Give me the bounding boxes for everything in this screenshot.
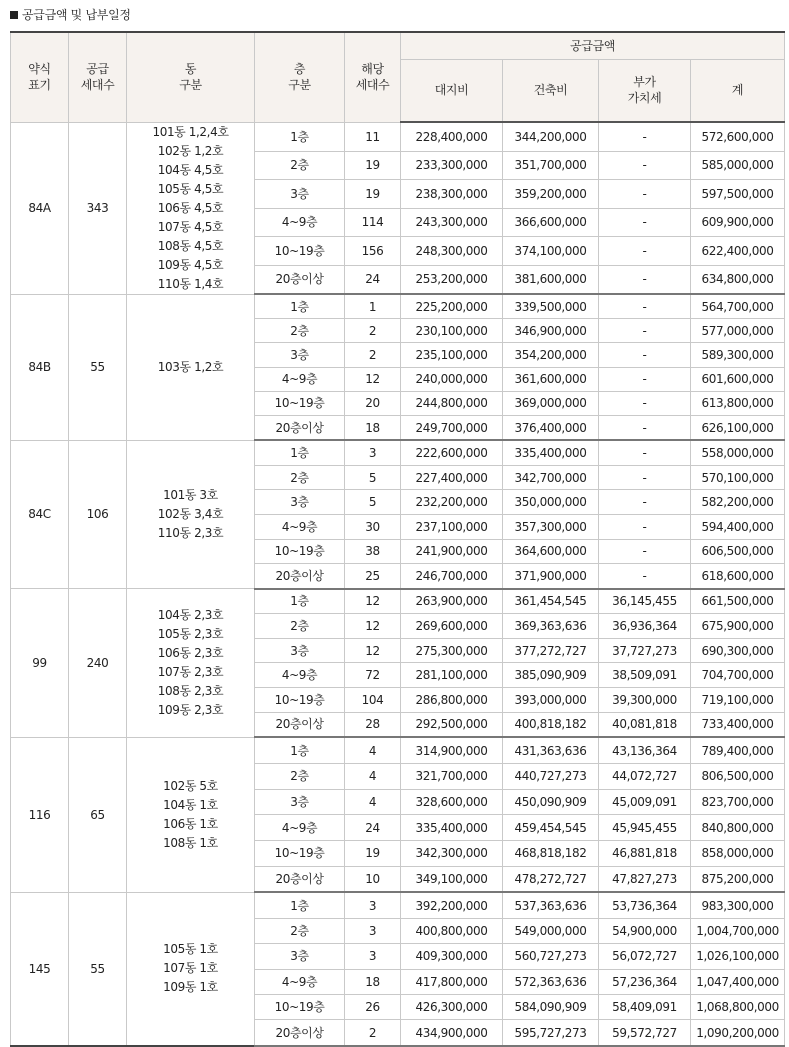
- type-cell: 84B: [11, 294, 69, 440]
- table-row: [11, 737, 785, 763]
- construction-cell: 371,900,000: [503, 564, 599, 589]
- building-line: 105동 1호: [163, 942, 218, 957]
- total-cell: 1,090,200,000: [691, 1020, 785, 1046]
- units-cell: 114: [345, 208, 401, 237]
- construction-cell: 376,400,000: [503, 415, 599, 440]
- total-cell: 1,004,700,000: [691, 918, 785, 943]
- vat-cell: 43,136,364: [599, 737, 691, 763]
- total-cell: 1,026,100,000: [691, 944, 785, 969]
- floor-cell: 1층: [255, 440, 345, 465]
- building-line: 104동 1호: [163, 797, 218, 812]
- units-cell: 11: [345, 122, 401, 151]
- supply-price-table: [10, 31, 785, 1047]
- units-cell: 72: [345, 663, 401, 688]
- vat-cell: -: [599, 180, 691, 209]
- vat-cell: -: [599, 539, 691, 564]
- floor-cell: 1층: [255, 892, 345, 918]
- land-cell: 225,200,000: [401, 294, 503, 319]
- floor-cell: 10~19층: [255, 391, 345, 415]
- header-units: 해당 세대수: [345, 32, 401, 122]
- building-line: 107동 2,3호: [157, 664, 224, 679]
- construction-cell: 595,727,273: [503, 1020, 599, 1046]
- building-line: 102동 1,2호: [157, 143, 224, 158]
- units-cell: 156: [345, 237, 401, 266]
- total-cell: 690,300,000: [691, 638, 785, 663]
- land-cell: 275,300,000: [401, 638, 503, 663]
- header-land: 대지비: [401, 59, 503, 122]
- vat-cell: -: [599, 564, 691, 589]
- floor-cell: 4~9층: [255, 815, 345, 841]
- land-cell: 237,100,000: [401, 514, 503, 539]
- vat-cell: -: [599, 440, 691, 465]
- building-line: 109동 2,3호: [157, 702, 224, 717]
- land-cell: 248,300,000: [401, 237, 503, 266]
- units-cell: 19: [345, 180, 401, 209]
- floor-cell: 20층이상: [255, 265, 345, 294]
- total-cell: 594,400,000: [691, 514, 785, 539]
- total-cell: 733,400,000: [691, 712, 785, 737]
- units-cell: 3: [345, 440, 401, 465]
- floor-cell: 3층: [255, 789, 345, 815]
- total-cell: 618,600,000: [691, 564, 785, 589]
- total-cell: 704,700,000: [691, 663, 785, 688]
- building-line: 101동 3호: [163, 487, 218, 502]
- construction-cell: 584,090,909: [503, 994, 599, 1019]
- units-cell: 2: [345, 1020, 401, 1046]
- total-cell: 589,300,000: [691, 343, 785, 367]
- land-cell: 227,400,000: [401, 465, 503, 490]
- building-line: 109동 1호: [163, 980, 218, 995]
- construction-cell: 560,727,273: [503, 944, 599, 969]
- construction-cell: 369,363,636: [503, 614, 599, 639]
- units-cell: 12: [345, 367, 401, 391]
- construction-cell: 364,600,000: [503, 539, 599, 564]
- units-cell: 12: [345, 638, 401, 663]
- land-cell: 314,900,000: [401, 737, 503, 763]
- units-cell: 30: [345, 514, 401, 539]
- vat-cell: 45,945,455: [599, 815, 691, 841]
- land-cell: 243,300,000: [401, 208, 503, 237]
- land-cell: 249,700,000: [401, 415, 503, 440]
- floor-cell: 1층: [255, 589, 345, 614]
- floor-cell: 4~9층: [255, 514, 345, 539]
- vat-cell: -: [599, 490, 691, 515]
- units-cell: 12: [345, 614, 401, 639]
- floor-cell: 1층: [255, 122, 345, 151]
- construction-cell: 385,090,909: [503, 663, 599, 688]
- total-cell: 558,000,000: [691, 440, 785, 465]
- building-line: 108동 4,5호: [157, 238, 224, 253]
- vat-cell: -: [599, 319, 691, 343]
- units-cell: 1: [345, 294, 401, 319]
- units-cell: 18: [345, 415, 401, 440]
- building-line: 107동 4,5호: [157, 219, 224, 234]
- land-cell: 335,400,000: [401, 815, 503, 841]
- supply-units-cell: 55: [69, 892, 127, 1045]
- units-cell: 104: [345, 688, 401, 713]
- construction-cell: 342,700,000: [503, 465, 599, 490]
- table-row: [11, 294, 785, 319]
- land-cell: 342,300,000: [401, 841, 503, 867]
- units-cell: 12: [345, 589, 401, 614]
- units-cell: 3: [345, 918, 401, 943]
- vat-cell: 45,009,091: [599, 789, 691, 815]
- type-cell: 116: [11, 737, 69, 892]
- construction-cell: 366,600,000: [503, 208, 599, 237]
- building-cell: [127, 294, 255, 440]
- construction-cell: 361,600,000: [503, 367, 599, 391]
- floor-cell: 10~19층: [255, 994, 345, 1019]
- table-row: [11, 892, 785, 918]
- construction-cell: 381,600,000: [503, 265, 599, 294]
- total-cell: 582,200,000: [691, 490, 785, 515]
- total-cell: 983,300,000: [691, 892, 785, 918]
- total-cell: 626,100,000: [691, 415, 785, 440]
- units-cell: 4: [345, 763, 401, 789]
- floor-cell: 10~19층: [255, 841, 345, 867]
- land-cell: 417,800,000: [401, 969, 503, 994]
- vat-cell: -: [599, 415, 691, 440]
- vat-cell: 54,900,000: [599, 918, 691, 943]
- vat-cell: 56,072,727: [599, 944, 691, 969]
- total-cell: 609,900,000: [691, 208, 785, 237]
- building-line: 105동 4,5호: [157, 181, 224, 196]
- building-cell: [127, 122, 255, 294]
- total-cell: 585,000,000: [691, 151, 785, 180]
- building-line: 101동 1,2,4호: [152, 124, 229, 139]
- building-line: 102동 5호: [163, 778, 218, 793]
- floor-cell: 2층: [255, 614, 345, 639]
- building-line: 108동 2,3호: [157, 683, 224, 698]
- total-cell: 789,400,000: [691, 737, 785, 763]
- units-cell: 4: [345, 737, 401, 763]
- vat-cell: -: [599, 237, 691, 266]
- floor-cell: 3층: [255, 638, 345, 663]
- units-cell: 20: [345, 391, 401, 415]
- building-cell: [127, 892, 255, 1045]
- construction-cell: 377,272,727: [503, 638, 599, 663]
- units-cell: 2: [345, 319, 401, 343]
- vat-cell: 57,236,364: [599, 969, 691, 994]
- units-cell: 3: [345, 892, 401, 918]
- land-cell: 281,100,000: [401, 663, 503, 688]
- units-cell: 18: [345, 969, 401, 994]
- vat-cell: 36,936,364: [599, 614, 691, 639]
- land-cell: 253,200,000: [401, 265, 503, 294]
- supply-units-cell: 343: [69, 122, 127, 294]
- vat-cell: 53,736,364: [599, 892, 691, 918]
- construction-cell: 431,363,636: [503, 737, 599, 763]
- construction-cell: 344,200,000: [503, 122, 599, 151]
- construction-cell: 359,200,000: [503, 180, 599, 209]
- land-cell: 246,700,000: [401, 564, 503, 589]
- construction-cell: 357,300,000: [503, 514, 599, 539]
- construction-cell: 459,454,545: [503, 815, 599, 841]
- building-line: 104동 2,3호: [157, 607, 224, 622]
- units-cell: 5: [345, 490, 401, 515]
- table-header: [11, 32, 785, 122]
- total-cell: 661,500,000: [691, 589, 785, 614]
- land-cell: 269,600,000: [401, 614, 503, 639]
- floor-cell: 10~19층: [255, 237, 345, 266]
- land-cell: 292,500,000: [401, 712, 503, 737]
- units-cell: 3: [345, 944, 401, 969]
- vat-cell: -: [599, 151, 691, 180]
- total-cell: 875,200,000: [691, 866, 785, 892]
- land-cell: 241,900,000: [401, 539, 503, 564]
- total-cell: 577,000,000: [691, 319, 785, 343]
- units-cell: 2: [345, 343, 401, 367]
- construction-cell: 369,000,000: [503, 391, 599, 415]
- floor-cell: 2층: [255, 763, 345, 789]
- land-cell: 235,100,000: [401, 343, 503, 367]
- construction-cell: 339,500,000: [503, 294, 599, 319]
- building-cell: [127, 440, 255, 589]
- construction-cell: 335,400,000: [503, 440, 599, 465]
- total-cell: 601,600,000: [691, 367, 785, 391]
- construction-cell: 537,363,636: [503, 892, 599, 918]
- vat-cell: -: [599, 391, 691, 415]
- land-cell: 238,300,000: [401, 180, 503, 209]
- section-title-text: 공급금액 및 납부일정: [22, 8, 131, 22]
- construction-cell: 354,200,000: [503, 343, 599, 367]
- units-cell: 19: [345, 841, 401, 867]
- vat-cell: -: [599, 465, 691, 490]
- header-building: 동 구분: [127, 32, 255, 122]
- floor-cell: 3층: [255, 944, 345, 969]
- vat-cell: 59,572,727: [599, 1020, 691, 1046]
- construction-cell: 350,000,000: [503, 490, 599, 515]
- construction-cell: 549,000,000: [503, 918, 599, 943]
- construction-cell: 572,363,636: [503, 969, 599, 994]
- total-cell: 806,500,000: [691, 763, 785, 789]
- building-line: 110동 1,4호: [157, 276, 224, 291]
- vat-cell: -: [599, 265, 691, 294]
- building-line: 106동 2,3호: [157, 645, 224, 660]
- land-cell: 240,000,000: [401, 367, 503, 391]
- construction-cell: 374,100,000: [503, 237, 599, 266]
- total-cell: 613,800,000: [691, 391, 785, 415]
- supply-units-cell: 65: [69, 737, 127, 892]
- land-cell: 400,800,000: [401, 918, 503, 943]
- building-cell: [127, 737, 255, 892]
- units-cell: 38: [345, 539, 401, 564]
- header-vat: 부가 가치세: [599, 59, 691, 122]
- construction-cell: 468,818,182: [503, 841, 599, 867]
- vat-cell: 40,081,818: [599, 712, 691, 737]
- construction-cell: 346,900,000: [503, 319, 599, 343]
- vat-cell: -: [599, 294, 691, 319]
- floor-cell: 1층: [255, 737, 345, 763]
- floor-cell: 20층이상: [255, 415, 345, 440]
- floor-cell: 10~19층: [255, 539, 345, 564]
- building-line: 102동 3,4호: [157, 506, 224, 521]
- units-cell: 26: [345, 994, 401, 1019]
- land-cell: 409,300,000: [401, 944, 503, 969]
- construction-cell: 351,700,000: [503, 151, 599, 180]
- floor-cell: 2층: [255, 319, 345, 343]
- total-cell: 840,800,000: [691, 815, 785, 841]
- type-cell: 84A: [11, 122, 69, 294]
- building-line: 107동 1호: [163, 961, 218, 976]
- supply-units-cell: 106: [69, 440, 127, 589]
- floor-cell: 4~9층: [255, 663, 345, 688]
- total-cell: 634,800,000: [691, 265, 785, 294]
- units-cell: 10: [345, 866, 401, 892]
- total-cell: 675,900,000: [691, 614, 785, 639]
- land-cell: 321,700,000: [401, 763, 503, 789]
- total-cell: 622,400,000: [691, 237, 785, 266]
- construction-cell: 361,454,545: [503, 589, 599, 614]
- floor-cell: 4~9층: [255, 208, 345, 237]
- vat-cell: 38,509,091: [599, 663, 691, 688]
- building-line: 105동 2,3호: [157, 626, 224, 641]
- floor-cell: 20층이상: [255, 712, 345, 737]
- units-cell: 28: [345, 712, 401, 737]
- total-cell: 1,047,400,000: [691, 969, 785, 994]
- vat-cell: 58,409,091: [599, 994, 691, 1019]
- header-construction: 건축비: [503, 59, 599, 122]
- construction-cell: 393,000,000: [503, 688, 599, 713]
- table-body: [11, 122, 785, 1046]
- building-line: 103동 1,2호: [157, 359, 224, 374]
- building-line: 109동 4,5호: [157, 257, 224, 272]
- floor-cell: 3층: [255, 180, 345, 209]
- total-cell: 858,000,000: [691, 841, 785, 867]
- land-cell: 233,300,000: [401, 151, 503, 180]
- land-cell: 263,900,000: [401, 589, 503, 614]
- building-line: 110동 2,3호: [157, 525, 224, 540]
- vat-cell: 36,145,455: [599, 589, 691, 614]
- floor-cell: 4~9층: [255, 367, 345, 391]
- land-cell: 426,300,000: [401, 994, 503, 1019]
- land-cell: 434,900,000: [401, 1020, 503, 1046]
- vat-cell: -: [599, 367, 691, 391]
- floor-cell: 4~9층: [255, 969, 345, 994]
- vat-cell: 39,300,000: [599, 688, 691, 713]
- land-cell: 392,200,000: [401, 892, 503, 918]
- units-cell: 5: [345, 465, 401, 490]
- total-cell: 606,500,000: [691, 539, 785, 564]
- land-cell: 222,600,000: [401, 440, 503, 465]
- building-line: 104동 4,5호: [157, 162, 224, 177]
- floor-cell: 1층: [255, 294, 345, 319]
- vat-cell: -: [599, 208, 691, 237]
- table-row: [11, 122, 785, 151]
- type-cell: 84C: [11, 440, 69, 589]
- floor-cell: 10~19층: [255, 688, 345, 713]
- header-floor: 층 구분: [255, 32, 345, 122]
- floor-cell: 20층이상: [255, 564, 345, 589]
- building-line: 106동 4,5호: [157, 200, 224, 215]
- vat-cell: 47,827,273: [599, 866, 691, 892]
- square-bullet-icon: [10, 11, 18, 19]
- land-cell: 230,100,000: [401, 319, 503, 343]
- vat-cell: 37,727,273: [599, 638, 691, 663]
- units-cell: 19: [345, 151, 401, 180]
- type-cell: 99: [11, 589, 69, 738]
- header-supply-price: 공급금액: [401, 32, 785, 59]
- floor-cell: 2층: [255, 151, 345, 180]
- vat-cell: -: [599, 122, 691, 151]
- vat-cell: 46,881,818: [599, 841, 691, 867]
- floor-cell: 3층: [255, 343, 345, 367]
- total-cell: 570,100,000: [691, 465, 785, 490]
- total-cell: 1,068,800,000: [691, 994, 785, 1019]
- building-line: 106동 1호: [163, 816, 218, 831]
- header-total: 계: [691, 59, 785, 122]
- construction-cell: 400,818,182: [503, 712, 599, 737]
- units-cell: 24: [345, 815, 401, 841]
- table-row: [11, 589, 785, 614]
- construction-cell: 450,090,909: [503, 789, 599, 815]
- vat-cell: -: [599, 343, 691, 367]
- land-cell: 228,400,000: [401, 122, 503, 151]
- table-row: [11, 440, 785, 465]
- floor-cell: 2층: [255, 918, 345, 943]
- land-cell: 244,800,000: [401, 391, 503, 415]
- land-cell: 286,800,000: [401, 688, 503, 713]
- vat-cell: -: [599, 514, 691, 539]
- units-cell: 24: [345, 265, 401, 294]
- total-cell: 719,100,000: [691, 688, 785, 713]
- vat-cell: 44,072,727: [599, 763, 691, 789]
- units-cell: 25: [345, 564, 401, 589]
- total-cell: 572,600,000: [691, 122, 785, 151]
- land-cell: 328,600,000: [401, 789, 503, 815]
- units-cell: 4: [345, 789, 401, 815]
- construction-cell: 478,272,727: [503, 866, 599, 892]
- building-line: 108동 1호: [163, 835, 218, 850]
- construction-cell: 440,727,273: [503, 763, 599, 789]
- total-cell: 564,700,000: [691, 294, 785, 319]
- floor-cell: 20층이상: [255, 1020, 345, 1046]
- section-title: [10, 6, 131, 23]
- header-type: 약식 표기: [11, 32, 69, 122]
- supply-units-cell: 240: [69, 589, 127, 738]
- floor-cell: 2층: [255, 465, 345, 490]
- type-cell: 145: [11, 892, 69, 1045]
- header-supply-units: 공급 세대수: [69, 32, 127, 122]
- total-cell: 823,700,000: [691, 789, 785, 815]
- supply-units-cell: 55: [69, 294, 127, 440]
- building-cell: [127, 589, 255, 738]
- floor-cell: 3층: [255, 490, 345, 515]
- land-cell: 232,200,000: [401, 490, 503, 515]
- floor-cell: 20층이상: [255, 866, 345, 892]
- total-cell: 597,500,000: [691, 180, 785, 209]
- land-cell: 349,100,000: [401, 866, 503, 892]
